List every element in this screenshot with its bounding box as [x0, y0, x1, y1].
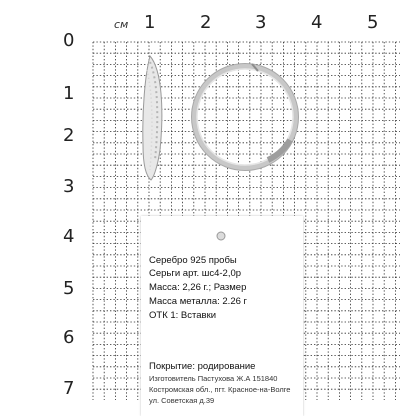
ruler-left-5: 5 — [63, 278, 75, 299]
ruler-top-4: 4 — [311, 12, 323, 33]
tag-hole-icon — [141, 216, 303, 256]
tag-line-article: Серьги арт. шс4-2,0р — [149, 268, 242, 279]
ruler-left-3: 3 — [63, 176, 75, 197]
unit-label: см — [114, 18, 129, 31]
ruler-left-2: 2 — [63, 125, 75, 146]
tag-line-address2: ул. Советская д.39 — [149, 396, 215, 405]
ruler-left-1: 1 — [63, 83, 75, 104]
ruler-top-2: 2 — [200, 12, 212, 33]
tag-line-metal: Серебро 925 пробы — [149, 255, 237, 266]
price-tag — [141, 216, 303, 416]
ruler-left-6: 6 — [63, 327, 75, 348]
tag-line-metal-mass: Масса металла: 2.26 г — [149, 296, 247, 307]
tag-line-coating: Покрытие: родирование — [149, 361, 256, 372]
ruler-left-7: 7 — [63, 378, 75, 399]
tag-line-address1: Костромская обл., пгт. Красное-на-Волге — [149, 385, 291, 394]
tag-line-mass: Масса: 2,26 г.; Размер — [149, 282, 247, 293]
ruler-top-5: 5 — [367, 12, 379, 33]
ruler-left-0: 0 — [63, 30, 75, 51]
ruler-top-1: 1 — [144, 12, 156, 33]
tag-line-otk: ОТК 1: Вставки — [149, 310, 217, 321]
hoop-earring-front-view — [192, 64, 299, 171]
tag-line-maker: Изготовитель Пастухова Ж.А 151840 — [149, 374, 278, 383]
ruler-left-4: 4 — [63, 226, 75, 247]
earring-side-view — [143, 56, 162, 180]
ruler-top-3: 3 — [255, 12, 267, 33]
